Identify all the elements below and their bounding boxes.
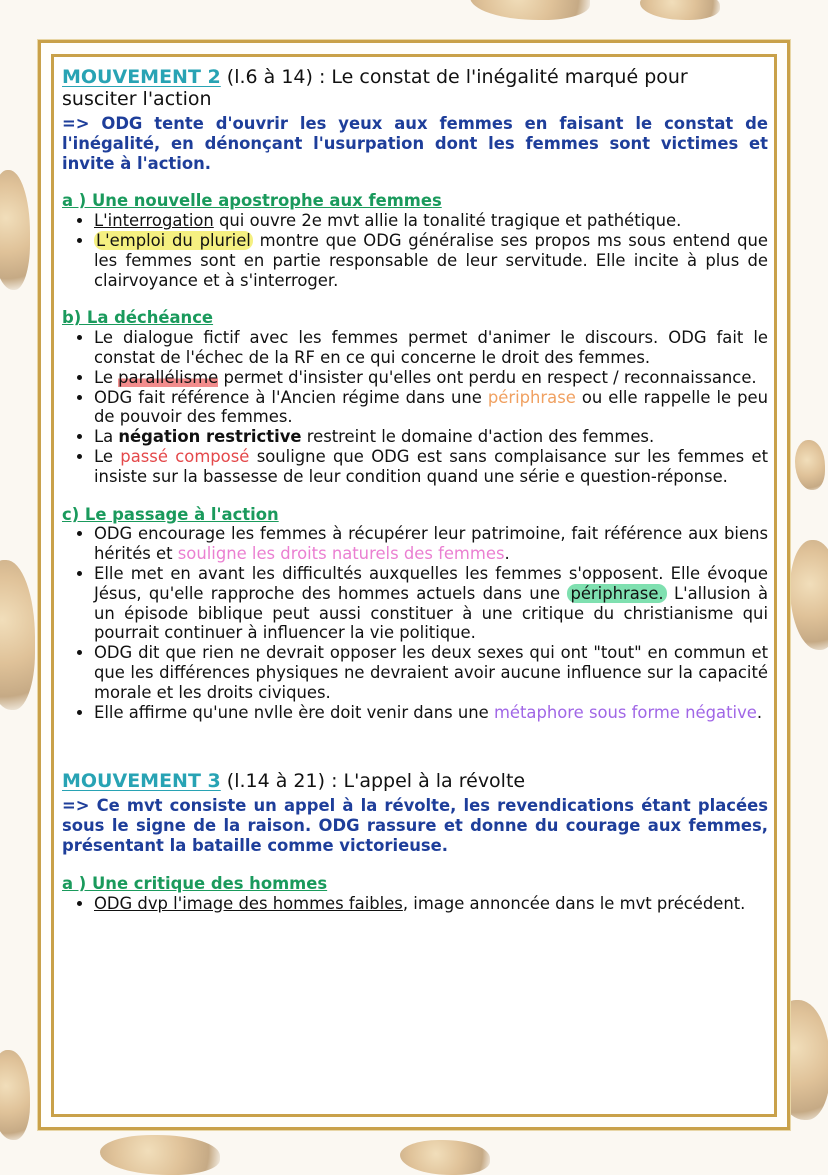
section-m3-a-title: a ) Une critique des hommes (62, 873, 328, 893)
list-item: • L'interrogation qui ouvre 2e mvt allie la tonalité tragique et pathétique. (94, 211, 768, 231)
section-b-list (62, 328, 768, 486)
mouvement-2-subtitle: (l.6 à 14) : Le constat de l'inégalité marqué pour susciter l'action (62, 66, 688, 110)
gold-leaf-decoration (0, 170, 30, 290)
list-item: • Elle met en avant les difficultés auxquelles les femmes s'opposent. Elle évoque Jésus, qu'elle rapproche des hommes actuels dans une périphrase. L'allusion à un épisode biblique peut aussi constituer à une critique du christianisme qui pourrait continuer à influencer la vie politique. (94, 564, 768, 643)
gold-leaf-decoration (470, 0, 590, 20)
list-item: • ODG fait référence à l'Ancien régime dans une périphrase ou elle rappelle le peu de pouvoir des femmes. (94, 388, 768, 428)
section-a-list (62, 211, 768, 290)
mouvement-3-subtitle: (l.14 à 21) : L'appel à la révolte (220, 770, 526, 793)
list-item: • Elle affirme qu'une nvlle ère doit venir dans une métaphore sous forme négative. (94, 703, 768, 723)
list-item: • Le parallélisme permet d'insister qu'elles ont perdu en respect / reconnaissance. (94, 368, 768, 388)
section-a-title: a ) Une nouvelle apostrophe aux femmes (62, 191, 442, 211)
list-item: • La négation restrictive restreint le domaine d'action des femmes. (94, 427, 768, 447)
highlight-yellow: L'emploi du pluriel (96, 230, 251, 250)
section-m3-a-list (62, 894, 768, 914)
list-item: • L'emploi du pluriel montre que ODG généralise ses propos ms sous entend que les femmes sont en partie responsable de leur servitude. Elle incite à plus de clairvoyance et à s'interroger. (94, 231, 768, 290)
section-c-list (62, 524, 768, 722)
gold-leaf-decoration (790, 540, 828, 650)
gold-leaf-decoration (400, 1140, 490, 1175)
document-content (62, 66, 768, 913)
list-item: • Le dialogue fictif avec les femmes permet d'animer le discours. ODG fait le constat de l'échec de la RF en ce qui concerne le droit des femmes. (94, 328, 768, 368)
highlight-red: parallélisme (118, 367, 219, 387)
mouvement-3-heading (62, 770, 768, 792)
mouvement-2-label: MOUVEMENT 2 (62, 66, 221, 88)
gold-leaf-decoration (100, 1135, 220, 1175)
mouvement-3-intro: => Ce mvt consiste un appel à la révolte, les revendications étant placées sous le signe de la raison. ODG rassure et donne du courage aux femmes, présentant la bataille comme victorieuse. (62, 796, 768, 855)
section-c-title: c) Le passage à l'action (62, 504, 279, 524)
list-item: • ODG encourage les femmes à récupérer leur patrimoine, fait référence aux biens hérités et souligne les droits naturels des femmes. (94, 524, 768, 564)
gold-leaf-decoration (640, 0, 720, 20)
gold-leaf-decoration (0, 560, 35, 710)
list-item: • ODG dit que rien ne devrait opposer les deux sexes qui ont "tout" en commun et que les différences physiques ne devraient avoir aucune influence sur la capacité morale et les droits civiques. (94, 643, 768, 702)
gold-leaf-decoration (795, 440, 825, 490)
list-item: • ODG dvp l'image des hommes faibles, image annoncée dans le mvt précédent. (94, 894, 768, 914)
highlight-green: périphrase. (567, 584, 666, 603)
gold-leaf-decoration (0, 1050, 30, 1140)
mouvement-3-label: MOUVEMENT 3 (62, 770, 221, 793)
section-b-title: b) La déchéance (62, 308, 214, 328)
mouvement-2-heading (62, 66, 768, 110)
mouvement-2-intro: => ODG tente d'ouvrir les yeux aux femmes en faisant le constat de l'inégalité, en dénonçant l'usurpation dont les femmes sont victimes et invite à l'action. (62, 114, 768, 173)
list-item: • Le passé composé souligne que ODG est sans complaisance sur les femmes et insiste sur la bassesse de leur condition quand une série e question-réponse. (94, 447, 768, 487)
